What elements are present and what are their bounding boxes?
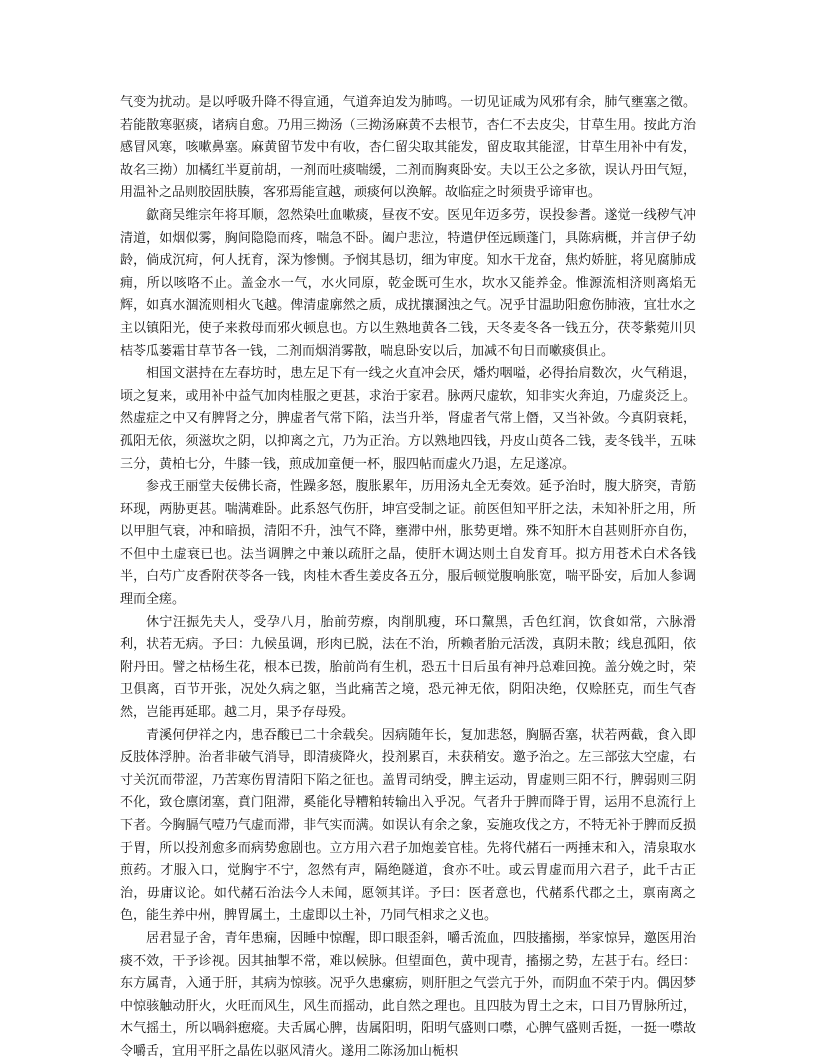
paragraph-wang-zhenxian: 休宁汪振先夫人，受孕八月，胎前劳瘵，肉削肌瘦，环口黧黑，舌色红润，饮食如常，六脉滑利，状若无病。予曰：九候虽调，形肉已脱，法在不治，所赖者胎元活泼，真阴未散；线息孤阳，依附丹田。譬之枯杨生花，根本已拨，胎前尚有生机，恐五十日后虽有神丹总难回挽。盖分娩之时，荣卫俱离，百节开张，况处久病之躯，当此痛苦之境，恐元神无依，阴阳决绝，仅赊胚克，而生气杳然，岂能再延耶。越二月，果予存母殁。 [120,614,696,721]
paragraph-wang-litang: 参戎王丽堂夫佞佛长斋，性躁多怒，腹胀累年，历用汤丸全无奏效。延予治时，腹大脐突，青筋环现，两胁更甚。喘满难卧。此系怒气伤肝，坤宫受制之证。前医但知平肝之法，未知补肝之用，所以甲胆气衰，冲和暗损，清阳不升，浊气不降，壅滞中州，胀势更增。殊不知肝木自甚则肝亦自伤，不但中土虚衰已也。法当调脾之中兼以疏肝之晶，使肝木调达则土自发育耳。拟方用苍术白术各钱半，白芍广皮香附茯苓各一钱，肉桂木香生姜皮各五分，服后顿觉腹响胀宽，喘平卧安，后加人参调理而全瘥。 [120,479,696,608]
paragraph-wen-zhanchi: 相国文湛持在左春坊时，患左足下有一线之火直冲会厌，燔灼咽嗌，必得抬肩数次，火气稍退，顷之复来，或用补中益气加肉桂服之更甚，求治于家君。脉两尺虚软，知非实火奔迫，乃虚炎泛上。然虚症之中又有脾肾之分，脾虚者气常下陷，法当升举，肾虚者气常上僭，又当补敛。今真阴衰耗，孤阳无依，须滋坎之阴，以抑离之亢，乃为正治。方以熟地四钱，丹皮山萸各二钱，麦冬钱半，五味三分，黄柏七分，牛膝一钱，煎成加童便一杯，服四帖而虚火乃退，左足遂凉。 [120,366,696,472]
paragraph-wu-weizong: 歙商吴维宗年将耳顺，忽然染吐血嗽痰，昼夜不安。医见年迈多劳，误投参耆。遂觉一线秽气冲清道，如烟似雾，胸间隐隐而疼，喘急不卧。阖户悲泣，特遣伊侄远顾蓬门，具陈病概，并言伊子幼龄，倘成沉疴，何人抚育，深为惨恻。予悯其恳切，细为审度。知水干龙奋，焦灼娇脏，将见腐肺成痈，所以咳咯不止。盖金水一气，水火同原，乾金既可生水，坎水又能养金。惟源流相济则离焰无辉，如真水涸流则相火飞越。俾清虚廓然之质，成扰攘溷浊之气。况乎甘温助阳愈伤肺液，宜壮水之主以镇阳光，使子来救母而邪火顿息也。方以生熟地黄各二钱，天冬麦冬各一钱五分，茯苓紫菀川贝桔苓瓜蒌霜甘草节各一钱，二剂而烟消雾散，喘息卧安以后，加减不旬日而嗽痰俱止。 [120,207,696,359]
paragraph-he-yixiang: 青溪何伊祥之内，患吞酸已二十余载矣。因病随年长，复加悲怒，胸膈否塞，状若两截，食入即反肢体浮肿。治者非破气消导，即清痰降火，投剂累百，未获稍安。邀予治之。左三部弦大空虚，右寸关沉而带涩，乃苦寒伤胃清阳下陷之征也。盖胃司纳受，脾主运动，胃虚则三阳不行，脾弱则三阴不化，致仓廪闭塞，賁门阻滞，奚能化导糟粕转输出入乎况。气者升于脾而降于胃，运用不息流行上下者。今胸膈气噎乃气虚而滞，非气实而满。如误认有余之象，妄施攻伐之方，不特无补于脾而反损于胃，所以投剂愈多而病势愈剧也。立方用六君子加炮姜官桂。先将代赭石一两捶末和入，清泉取水煎药。才服入口，觉胸宇不宁，忽然有声，隔绝隧道，食亦不吐。或云胃虚而用六君子，此千古正治，毋庸议论。如代赭石治法今人未闻，愿领其详。予曰：医者意也，代赭系代郡之土，禀南离之色，能生养中州，脾胃属土，土虚即以土补，乃同气相求之义也。 [120,727,696,924]
paragraph-ju-xianzi: 居君显子舍，青年患痫，因睡中惊醒，即口眼歪斜，嚼舌流血，四肢搐搦，举家惊异，邀医用治痰不效，干予诊视。因其抽掣不常，难以候脉。但望面色，黄中现青，搐搦之势，左甚于右。经曰：东方属青，入通于肝，其病为惊骇。况乎久患瘰疬，则肝胆之气尝亢于外，而阴血不荣于内。偶因梦中惊骇触动肝火，火旺而风生，风生而摇动，此自然之理也。且四肢为胃土之末，口目乃胃脉所过，木气摇土，所以喎斜瘛瘲。夫舌属心脾，齿属阳明，阳明气盛则口噤，心脾气盛则舌挺，一挺一噤故令嚼舌，宜用平肝之晶佐以驱风清火。遂用二陈汤加山栀枳 [120,930,696,1059]
paragraph-san-ao-tang: 气变为扰动。是以呼吸升降不得宣通，气道奔迫发为肺鸣。一切见证咸为风邪有余，肺气壅塞之徵。若能散寒驱痰，诸病自愈。乃用三拗汤（三拗汤麻黄不去根节，杏仁不去皮尖，甘草生用。按此方治感冒风寒，咳嗽鼻塞。麻黄留节发中有收，杏仁留尖取其能发，留皮取其能涩，甘草生用补中有发，故名三拗）加橘红半夏前胡，一剂而吐痰喘缓，二剂而胸爽卧安。夫以王公之多欲，误认丹田气短，用温补之品则胶固肤腠，客邪焉能宣越，顽痰何以涣解。故临症之时须贵乎谛审也。 [120,95,696,201]
document-page [120,92,696,1064]
